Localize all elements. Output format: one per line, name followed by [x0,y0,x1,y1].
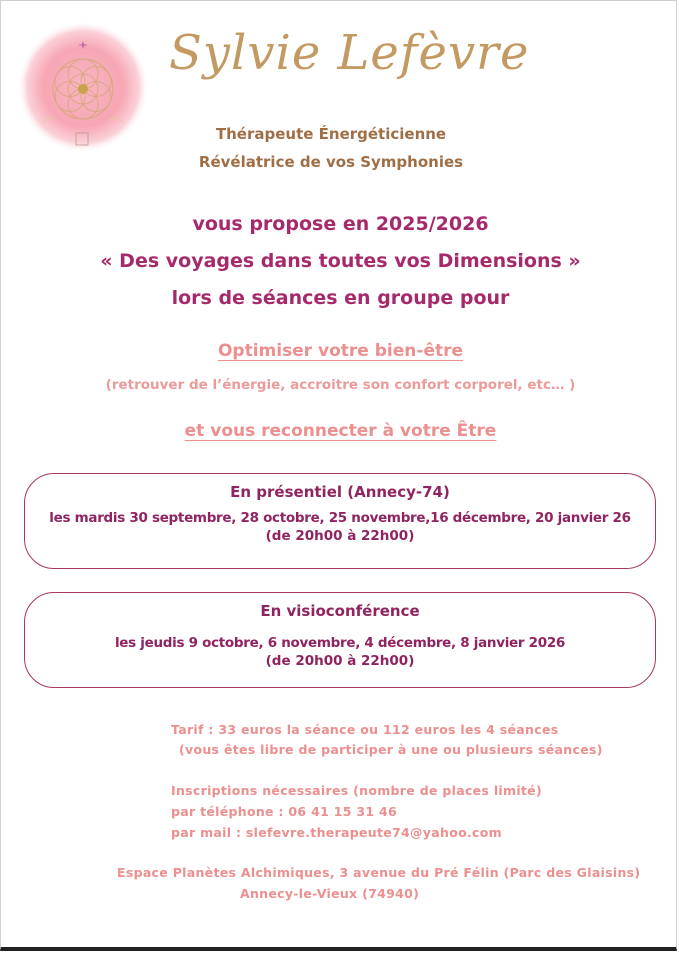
subtitle-tagline: Révélatrice de vos Symphonies [198,153,464,171]
session-dates: les mardis 30 septembre, 28 octobre, 25 novembre,16 décembre, 20 janvier 26 [49,510,631,526]
session-dates: les jeudis 9 octobre, 6 novembre, 4 décembre, 8 janvier 2026 [114,635,566,651]
headline-proposal: vous propose en 2025/2026 [192,213,489,235]
session-box-in-person [24,473,656,569]
session-box-online [24,592,656,688]
goal-wellbeing [1,341,679,361]
brand-name: Sylvie Lefèvre [169,25,530,81]
registration-email[interactable]: par mail : slefevre.therapeute74@yahoo.com [171,825,502,840]
address-line-1: Espace Planètes Alchimiques, 3 avenue du Pré Félin (Parc des Glaisins) [117,865,641,880]
registration-heading: Inscriptions nécessaires (nombre de places limité) [171,783,542,798]
session-time: (de 20h00 à 22h00) [265,653,415,669]
pricing-tarif: Tarif : 33 euros la séance ou 112 euros les 4 séances [171,722,559,737]
session-title: En visioconférence [260,602,420,620]
goal-wellbeing-label: Optimiser votre bien-être [217,341,464,361]
goal-reconnect-label: et vous reconnecter à votre Être [184,421,497,441]
session-time: (de 20h00 à 22h00) [265,528,415,544]
flower-of-life-icon [15,15,155,155]
subtitle-title: Thérapeute Énergéticienne [215,125,447,143]
session-title: En présentiel (Annecy-74) [230,483,450,501]
headline-theme: « Des voyages dans toutes vos Dimensions » [100,250,581,272]
pricing-note: (vous êtes libre de participer à une ou plusieurs séances) [179,742,603,757]
goal-reconnect [1,421,679,441]
address-line-2: Annecy-le-Vieux (74940) [240,886,420,901]
registration-phone: par téléphone : 06 41 15 31 46 [171,804,398,819]
headline-format: lors de séances en groupe pour [171,287,510,309]
goal-wellbeing-detail: (retrouver de l’énergie, accroitre son confort corporel, etc… ) [105,377,576,393]
